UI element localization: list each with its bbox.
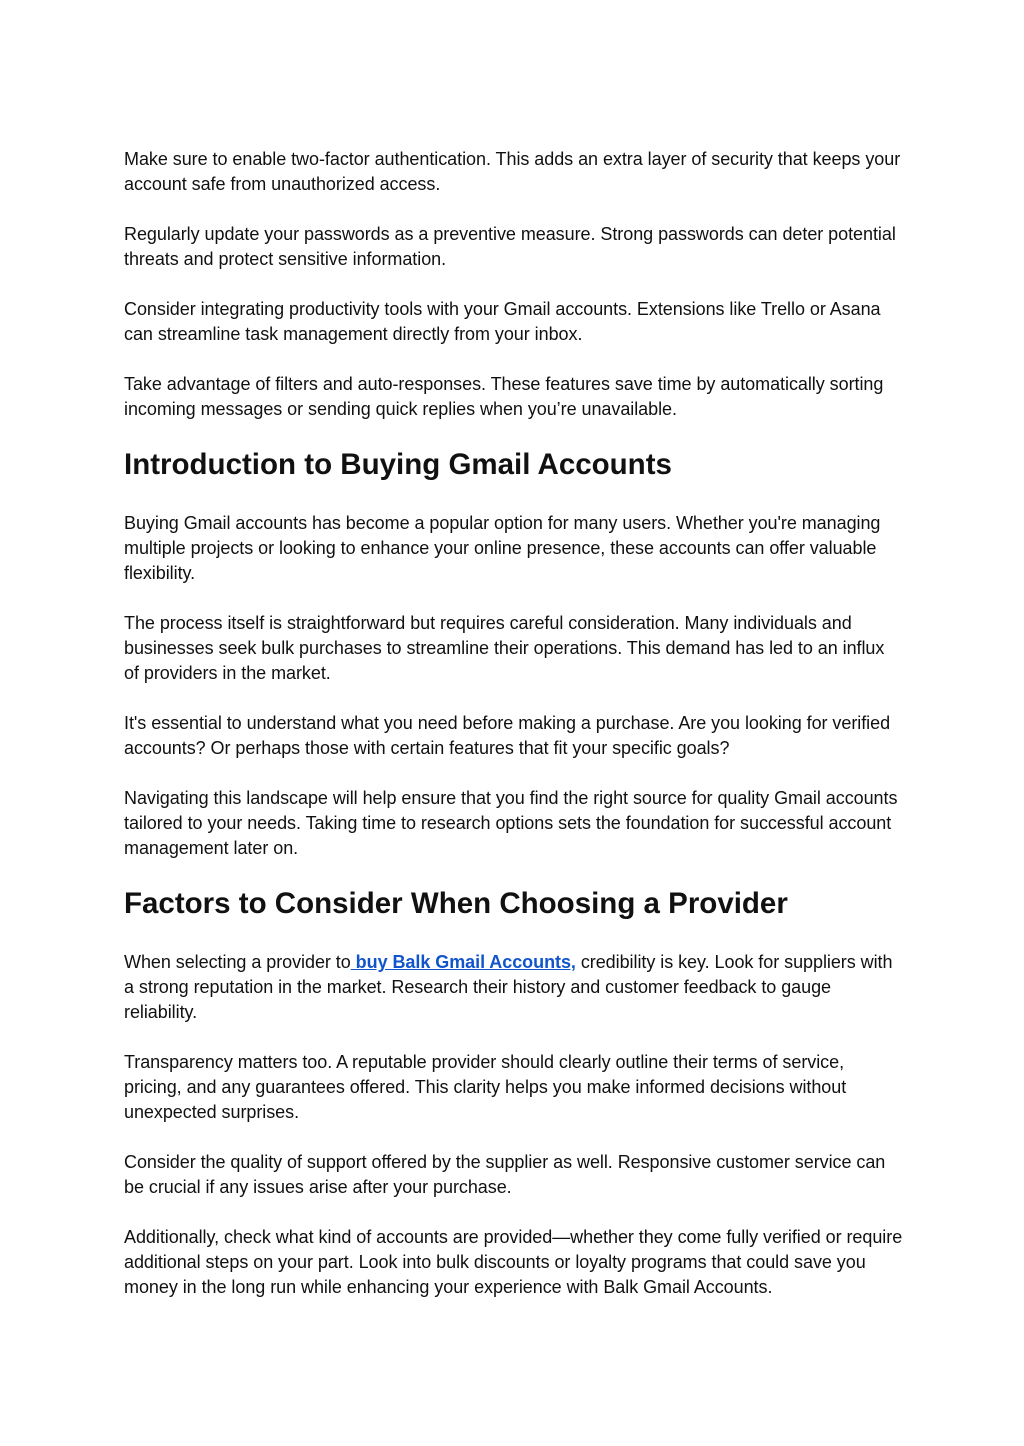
heading-factors: Factors to Consider When Choosing a Provider <box>124 887 788 920</box>
tip-paragraph-productivity: Consider integrating productivity tools with your Gmail accounts. Extensions like Trello or Asana can streamline task management directly from your inbox. <box>124 299 881 344</box>
factors-paragraph-3: Consider the quality of support offered by the supplier as well. Responsive customer service can be crucial if any issues arise after your purchase. <box>124 1152 886 1197</box>
factors-paragraph-4: Additionally, check what kind of accounts are provided—whether they come fully verified or require additional steps on your part. Look into bulk discounts or loyalty programs that could save you money in the long run while enhancing your experience with Balk Gmail Accounts. <box>124 1227 903 1297</box>
intro-paragraph-3: It's essential to understand what you need before making a purchase. Are you looking for verified accounts? Or perhaps those with certain features that fit your specific goals? <box>124 713 891 758</box>
factors-paragraph-1-before-link: When selecting a provider to <box>124 952 351 972</box>
tip-paragraph-2fa: Make sure to enable two-factor authentication. This adds an extra layer of security that keeps your account safe from unauthorized access. <box>124 149 901 194</box>
intro-paragraph-2: The process itself is straightforward but requires careful consideration. Many individuals and businesses seek bulk purchases to streamline their operations. This demand has led to an influx of providers in the market. <box>124 613 885 683</box>
factors-paragraph-1-after-link: credibility is key. Look for suppliers with a strong reputation in the market. Research their history and customer feedback to gauge reliability. <box>124 952 893 1022</box>
factors-paragraph-1 <box>124 950 904 1025</box>
document-page <box>124 147 904 1325</box>
tip-paragraph-filters: Take advantage of filters and auto-responses. These features save time by automatically sorting incoming messages or sending quick replies when you’re unavailable. <box>124 374 884 419</box>
heading-introduction: Introduction to Buying Gmail Accounts <box>124 448 672 481</box>
tip-paragraph-passwords: Regularly update your passwords as a preventive measure. Strong passwords can deter potential threats and protect sensitive information. <box>124 224 896 269</box>
buy-balk-gmail-accounts-link[interactable]: buy Balk Gmail Accounts, <box>350 952 576 972</box>
factors-paragraph-2: Transparency matters too. A reputable provider should clearly outline their terms of service, pricing, and any guarantees offered. This clarity helps you make informed decisions without unexpected surprises. <box>124 1052 847 1122</box>
intro-paragraph-1: Buying Gmail accounts has become a popular option for many users. Whether you're managing multiple projects or looking to enhance your online presence, these accounts can offer valuable flexibility. <box>124 513 881 583</box>
intro-paragraph-4: Navigating this landscape will help ensure that you find the right source for quality Gmail accounts tailored to your needs. Taking time to research options sets the foundation for successful account management later on. <box>124 788 898 858</box>
